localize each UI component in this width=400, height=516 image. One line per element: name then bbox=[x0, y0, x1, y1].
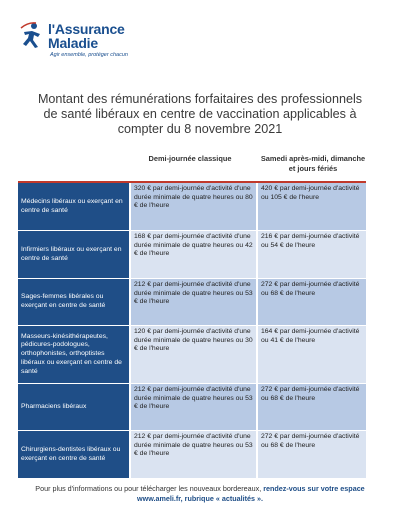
ameli-link[interactable]: rendez-vous sur votre espace www.ameli.fr, rubrique « actualités ». bbox=[137, 484, 365, 503]
profession-cell: Médecins libéraux ou exerçant en centre de santé bbox=[18, 183, 129, 230]
table-row bbox=[18, 231, 366, 279]
classic-cell: 120 € par demi-journée d'activité d'une durée minimale de quatre heures ou 30 € de l'heure bbox=[130, 326, 256, 383]
profession-cell: Infirmiers libéraux ou exerçant en centre de santé bbox=[18, 231, 129, 278]
weekend-cell: 216 € par demi-journée d'activité ou 54 € de l'heure bbox=[257, 231, 366, 278]
table-row bbox=[18, 183, 366, 231]
page-title: Montant des rémunérations forfaitaires des professionnels de santé libéraux en centre de vaccination applicables à compter du 8 novembre 2021 bbox=[37, 92, 363, 136]
classic-cell: 320 € par demi-journée d'activité d'une durée minimale de quatre heures ou 80 € de l'heure bbox=[130, 183, 256, 230]
table-headers bbox=[18, 154, 366, 180]
header-classic: Demi-journée classique bbox=[148, 154, 232, 163]
logo-line1: l'Assurance bbox=[48, 21, 125, 37]
header-weekend: Samedi après-midi, dimanche et jours fériés bbox=[260, 154, 366, 173]
footer-note bbox=[30, 484, 370, 503]
remuneration-table bbox=[18, 183, 366, 479]
weekend-cell: 272 € par demi-journée d'activité ou 68 € de l'heure bbox=[257, 431, 366, 478]
profession-cell: Sages-femmes libérales ou exerçant en centre de santé bbox=[18, 279, 129, 325]
weekend-cell: 164 € par demi-journée d'activité ou 41 € de l'heure bbox=[257, 326, 366, 383]
classic-cell: 168 € par demi-journée d'activité d'une durée minimale de quatre heures ou 42 € de l'heure bbox=[130, 231, 256, 278]
classic-cell: 212 € par demi-journée d'activité d'une durée minimale de quatre heures ou 53 € de l'heure bbox=[130, 279, 256, 325]
table-row bbox=[18, 384, 366, 431]
running-figure-icon bbox=[20, 22, 44, 50]
classic-cell: 212 € par demi-journée d'activité d'une durée minimale de quatre heures ou 53 € de l'heure bbox=[130, 431, 256, 478]
logo-tagline: Agir ensemble, protéger chacun bbox=[50, 52, 128, 58]
weekend-cell: 420 € par demi-journée d'activité ou 105 € de l'heure bbox=[257, 183, 366, 230]
profession-cell: Masseurs-kinésithérapeutes, pédicures-podologues, orthophonistes, orthoptistes libéraux ou exerçant en centre de santé bbox=[18, 326, 129, 383]
assurance-maladie-logo bbox=[20, 22, 170, 62]
logo-line2: Maladie bbox=[48, 35, 98, 51]
weekend-cell: 272 € par demi-journée d'activité ou 68 € de l'heure bbox=[257, 384, 366, 430]
table-row bbox=[18, 431, 366, 479]
profession-cell: Chirurgiens-dentistes libéraux ou exerçant en centre de santé bbox=[18, 431, 129, 478]
footer-text: Pour plus d'informations ou pour télécharger les nouveaux bordereaux, bbox=[35, 484, 262, 493]
table-row bbox=[18, 279, 366, 326]
profession-cell: Pharmaciens libéraux bbox=[18, 384, 129, 430]
weekend-cell: 272 € par demi-journée d'activité ou 68 € de l'heure bbox=[257, 279, 366, 325]
classic-cell: 212 € par demi-journée d'activité d'une durée minimale de quatre heures ou 53 € de l'heure bbox=[130, 384, 256, 430]
table-row bbox=[18, 326, 366, 384]
